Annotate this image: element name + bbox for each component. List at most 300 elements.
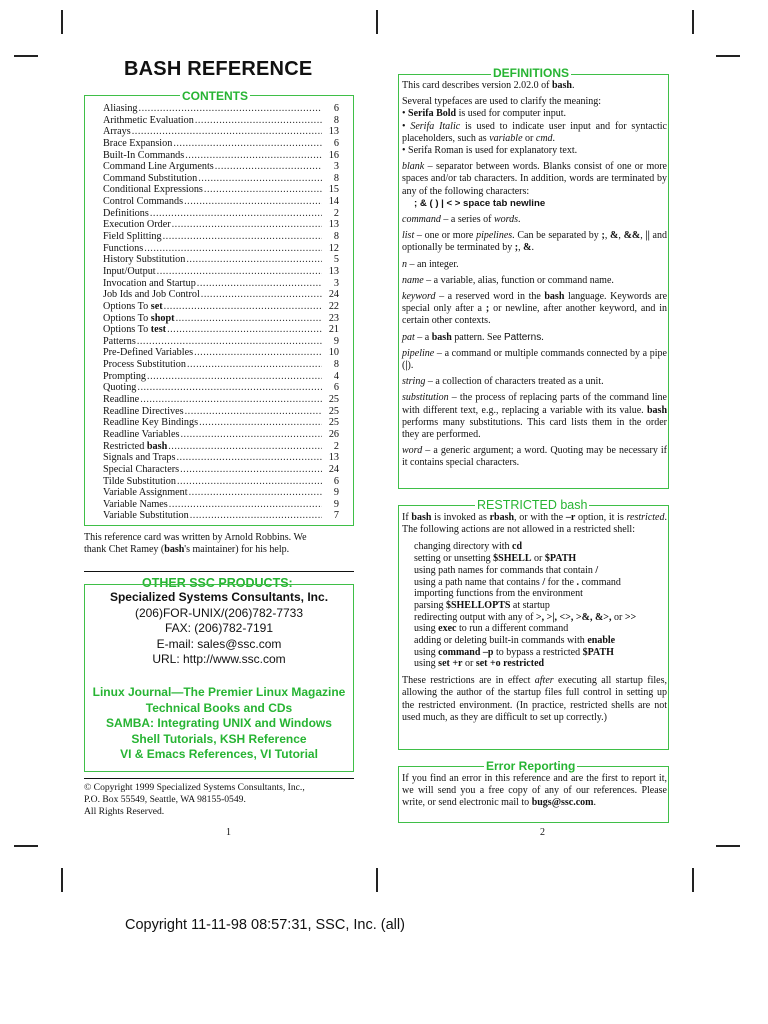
contents-leader-dots (164, 301, 322, 313)
contents-item-page: 9 (333, 487, 339, 499)
ssc-product-item: VI & Emacs References, VI Tutorial (120, 747, 318, 762)
contents-leader-dots (140, 394, 322, 406)
contents-item (103, 324, 339, 336)
contents-item-page: 6 (333, 475, 339, 487)
contents-item-label (103, 161, 214, 173)
contents-leader-dots (168, 441, 322, 453)
restricted-after-italic: after (534, 675, 554, 687)
typeface-bold: Serifa Bold (408, 108, 457, 120)
restricted-item-text: redirecting output with any of (414, 611, 536, 623)
error-text (402, 773, 667, 810)
contents-item (103, 417, 339, 429)
term-name: name (402, 274, 424, 286)
contents-item-page: 14 (328, 196, 339, 208)
version-bash: bash (551, 80, 572, 91)
restricted-item-code: . (576, 576, 579, 588)
contents-item-page: 8 (333, 231, 339, 243)
contents-leader-dots (180, 464, 322, 476)
restricted-item-text: using (414, 623, 439, 635)
contents-item-text: Arrays (103, 126, 131, 138)
restricted-intro: option, it is (575, 512, 627, 523)
restricted-item-text: using a path name that contains (414, 576, 543, 588)
crop-mark-bottom-center-vertical (376, 868, 378, 892)
contents-item-text: Readline Variables (103, 428, 180, 440)
contents-item-text: History Substitution (103, 254, 186, 266)
contents-item-page: 6 (333, 103, 339, 114)
contents-leader-dots (185, 150, 322, 162)
contents-item (103, 510, 339, 522)
restricted-bash: bash (411, 512, 432, 523)
contents-item-label (103, 219, 171, 231)
contents-item (103, 429, 339, 441)
contents-item-page: 2 (333, 440, 339, 452)
contents-item-text: Options To (103, 324, 151, 336)
contents-item-label (103, 231, 162, 243)
restricted-item-text: or (531, 553, 545, 565)
restricted-item (414, 600, 667, 612)
typeface-variable: variable (489, 132, 523, 144)
contents-item-text: Prompting (103, 370, 147, 382)
contents-leader-dots (137, 382, 322, 394)
contents-item (103, 452, 339, 464)
contents-item (103, 138, 339, 150)
restricted-item-code: $SHELLOPTS (445, 599, 511, 611)
contents-item-text: Brace Expansion (103, 137, 173, 149)
contents-item-label (103, 382, 136, 394)
contents-item-text: Job Ids and Job Control (103, 289, 200, 301)
contents-item-label (103, 313, 175, 325)
error-body: If you find an error in this reference and are the first to report it, we will send you a free copy of any of our references. Please write, or send electronic mail to (402, 773, 667, 809)
crop-mark-bottom-right-vertical (692, 868, 694, 892)
restricted-text (402, 512, 667, 724)
contents-leader-dots (215, 161, 322, 173)
restricted-item-text: using (414, 646, 439, 658)
typeface-cmd: cmd (535, 132, 553, 144)
contents-item-label (103, 196, 183, 208)
ssc-top-rule (84, 571, 354, 572)
contents-item (103, 313, 339, 325)
restricted-item-code: $PATH (544, 553, 577, 565)
contents-leader-dots (186, 254, 322, 266)
restricted-item-text: using path names for commands that contain (414, 564, 596, 576)
restricted-item-code: $SHELL (493, 553, 532, 565)
def-pipeline: – a command or multiple commands connected by a pipe ( (402, 347, 667, 372)
contents-leader-dots (199, 417, 322, 429)
def-pipeline-end: ). (407, 360, 414, 372)
contents-item-page: 10 (328, 347, 339, 359)
contents-leader-dots (204, 184, 322, 196)
copyright-line-2: P.O. Box 55549, Seattle, WA 98155-0549. (84, 793, 246, 805)
contents-item-label (103, 243, 143, 255)
list-sep: ; (601, 230, 605, 242)
term-keyword: keyword (402, 291, 436, 303)
contents-leader-dots (167, 324, 322, 336)
credit-text (84, 532, 356, 556)
def-n: – an integer. (407, 258, 459, 270)
contents-item-text: Readline (103, 394, 140, 406)
version-end: . (571, 80, 575, 91)
restricted-item-code: / (542, 576, 546, 588)
restricted-item-text: or (462, 658, 476, 670)
restricted-item (414, 588, 667, 600)
contents-item (103, 219, 339, 231)
error-email[interactable]: bugs@ssc.com (531, 797, 594, 809)
contents-item-page: 21 (328, 324, 339, 336)
contents-leader-dots (176, 313, 322, 325)
restricted-item-code: >> (624, 611, 637, 623)
def-keyword-1: – a reserved word in the (435, 291, 545, 303)
def-keyword-semicolon: ; (485, 303, 490, 315)
list-comma: , (640, 230, 646, 242)
contents-item-label (103, 464, 179, 476)
contents-heading: CONTENTS (182, 89, 248, 103)
contents-leader-dots (176, 452, 322, 464)
contents-item-text: Variable Names (103, 498, 168, 510)
contents-item-text: Built-In Commands (103, 149, 185, 161)
contents-item-label (103, 394, 139, 406)
contents-item (103, 126, 339, 138)
contents-leader-dots (163, 231, 322, 243)
contents-item (103, 208, 339, 220)
ssc-url[interactable]: URL: http://www.ssc.com (152, 652, 286, 667)
contents-item-label (103, 115, 194, 127)
contents-item-text: Readline Key Bindings (103, 417, 199, 429)
contents-item-label (103, 126, 131, 138)
crop-mark-top-left-horizontal (14, 55, 38, 57)
ssc-product-item: SAMBA: Integrating UNIX and Windows (106, 716, 332, 731)
contents-leader-dots (137, 336, 322, 348)
contents-item-label (103, 441, 167, 453)
def-pat-patterns: Patterns (503, 331, 542, 343)
contents-item-page: 24 (328, 463, 339, 475)
contents-item-label (103, 301, 163, 313)
term-list: list (402, 230, 415, 242)
contents-item-page: 8 (333, 172, 339, 184)
error-end: . (593, 797, 596, 809)
restricted-item (414, 577, 667, 589)
contents-item (103, 278, 339, 290)
contents-item-label (103, 150, 184, 162)
restricted-item-code: exec (438, 623, 457, 635)
contents-item-text: Signals and Traps (103, 452, 176, 464)
restricted-item-text: to run a different command (456, 623, 569, 635)
contents-item-label (103, 254, 185, 266)
contents-item-label (103, 336, 136, 348)
def-pat-bash: bash (431, 331, 452, 343)
error-heading: Error Reporting (486, 759, 576, 773)
contents-item-label (103, 452, 175, 464)
contents-item-page: 15 (328, 184, 339, 196)
contents-item-page: 8 (333, 359, 339, 371)
contents-item-text: Special Characters (103, 463, 180, 475)
restricted-item (414, 565, 667, 577)
contents-leader-dots (187, 359, 322, 371)
def-substitution-bash: bash (646, 404, 667, 416)
list-sep: & (523, 242, 532, 254)
restricted-item-text: importing functions from the environment (414, 588, 583, 600)
ssc-company: Specialized Systems Consultants, Inc. (109, 590, 329, 604)
contents-item (103, 184, 339, 196)
footer-copyright: Copyright 11-11-98 08:57:31, SSC, Inc. (all) (125, 917, 405, 933)
contents-item (103, 150, 339, 162)
contents-item-label (103, 324, 166, 336)
page-title: BASH REFERENCE (124, 58, 313, 80)
contents-item-label (103, 289, 200, 301)
typeface-roman: Serifa Roman is used for explanatory text. (408, 145, 578, 157)
restricted-intro: . The following actions are not allowed in a restricted shell: (402, 512, 667, 536)
contents-item-text: Definitions (103, 207, 149, 219)
list-sep: || (645, 230, 650, 242)
restricted-item-code: >, >|, <>, >&, &>, (535, 611, 612, 623)
typeface-bold-desc: is used for computer input. (456, 108, 567, 120)
restricted-item (414, 612, 667, 624)
restricted-item-text: setting or unsetting (414, 553, 494, 565)
def-pat-end: . (541, 331, 544, 343)
version-text: This card describes version 2.02.0 of (402, 80, 552, 91)
restricted-italic: restricted (626, 512, 665, 523)
contents-leader-dots (173, 138, 322, 150)
contents-item (103, 301, 339, 313)
contents-item-label (103, 476, 176, 488)
crop-mark-top-left-vertical (61, 10, 63, 34)
credit-bash: bash (164, 544, 185, 556)
page-number-right: 2 (540, 827, 545, 838)
restricted-item-text: for the (545, 576, 577, 588)
restricted-intro: is invoked as (431, 512, 490, 523)
contents-item-bold: shopt (150, 312, 175, 324)
restricted-item-code: enable (587, 635, 616, 647)
contents-item (103, 115, 339, 127)
copyright-line-1: © Copyright 1999 Specialized Systems Consultants, Inc., (84, 782, 305, 793)
contents-leader-dots (197, 278, 322, 290)
contents-leader-dots (185, 406, 322, 418)
restricted-intro: If (402, 512, 412, 523)
contents-item-label (103, 487, 188, 499)
contents-item-page: 16 (328, 149, 339, 161)
contents-item-page: 13 (328, 126, 339, 138)
contents-item (103, 394, 339, 406)
contents-item-page: 3 (333, 161, 339, 173)
contents-item-page: 23 (328, 312, 339, 324)
contents-item-page: 13 (328, 219, 339, 231)
restricted-item (414, 658, 667, 670)
contents-item-page: 13 (328, 265, 339, 277)
term-command: command (402, 214, 441, 226)
contents-leader-dots (190, 510, 322, 522)
contents-item-page: 25 (328, 417, 339, 429)
contents-item-text: Invocation and Startup (103, 277, 196, 289)
list-sep: & (610, 230, 619, 242)
def-keyword-2: language. Keywords are special only after a (402, 291, 668, 315)
contents-item-page: 6 (333, 137, 339, 149)
contents-item-label (103, 278, 196, 290)
contents-item-bold: test (150, 324, 167, 336)
contents-item-label (103, 173, 197, 185)
typeface-italic: Serifa Italic (410, 120, 461, 132)
contents-item (103, 231, 339, 243)
def-command: – a series of (440, 214, 494, 226)
contents-item-text: Control Commands (103, 196, 184, 208)
credit-line-1: This reference card was written by Arnold Robbins. We (84, 532, 307, 543)
restricted-item-text: parsing (414, 599, 446, 611)
contents-item-page: 3 (333, 277, 339, 289)
contents-item-label (103, 406, 184, 418)
copyright-rule (84, 778, 354, 779)
restricted-r-option: –r (565, 512, 576, 523)
contents-item-page: 9 (333, 498, 339, 510)
def-substitution-2: performs many substitutions. This card lists them in the order they are performed. (402, 416, 667, 441)
contents-item-text: Pre-Defined Variables (103, 347, 194, 359)
contents-item-label (103, 429, 179, 441)
contents-leader-dots (201, 289, 322, 301)
contents-item-text: Variable Assignment (103, 487, 188, 499)
contents-item-text: Command Line Arguments (103, 161, 214, 173)
restricted-item (414, 623, 667, 635)
contents-item (103, 196, 339, 208)
ssc-heading: OTHER SSC PRODUCTS: (142, 576, 293, 590)
def-pat-2: pattern. See (451, 331, 504, 343)
contents-item-text: Tilde Substitution (103, 475, 176, 487)
contents-item-text: Patterns (103, 335, 136, 347)
contents-item (103, 161, 339, 173)
restricted-intro: , or with the (514, 512, 566, 523)
contents-item-page: 4 (333, 370, 339, 382)
contents-item-label (103, 347, 193, 359)
contents-item-page: 25 (328, 405, 339, 417)
contents-item-text: Quoting (103, 382, 137, 394)
ssc-email[interactable]: E-mail: sales@ssc.com (156, 636, 282, 651)
contents-item-page: 2 (333, 207, 339, 219)
crop-mark-top-center-vertical (376, 10, 378, 34)
contents-list (103, 103, 339, 522)
contents-item (103, 499, 339, 511)
def-keyword-bash: bash (544, 291, 565, 303)
contents-item-text: Input/Output (103, 265, 156, 277)
restricted-item-code: cd (512, 541, 523, 553)
contents-item (103, 289, 339, 301)
blank-chars: ; & ( ) | < > space tab newline (414, 197, 546, 209)
term-pipeline: pipeline (402, 347, 435, 359)
restricted-rbash: rbash (489, 512, 515, 523)
copyright-line-3: All Rights Reserved. (84, 805, 165, 817)
contents-item-page: 5 (333, 254, 339, 266)
contents-item-label (103, 103, 138, 115)
contents-item-text: Conditional Expressions (103, 184, 203, 196)
restricted-item-code: set +r (438, 658, 463, 670)
contents-item-page: 26 (328, 428, 339, 440)
def-substitution-1: – the process of replacing parts of the command line with different text, e.g., replacing a variable with its value. (402, 392, 667, 416)
restricted-item-code: command –p (438, 646, 494, 658)
restricted-item-code: $PATH (582, 646, 614, 658)
typefaces-intro: Several typefaces are used to clarify the meaning: (402, 96, 602, 108)
credit-line-2-a: thank Chet Ramey ( (84, 544, 165, 556)
restricted-after: executing all startup files, allowing the author of the startup files full control in setting up the restricted environment. (In practice, restricted shells are not used much, as they are difficult to set up correctly.) (402, 675, 667, 723)
restricted-item-code: set +o restricted (475, 658, 545, 670)
contents-item-text: Arithmetic Evaluation (103, 114, 194, 126)
def-pipeline-pipe: | (405, 360, 408, 372)
contents-item-text: Command Substitution (103, 172, 198, 184)
contents-item-page: 7 (333, 510, 339, 522)
list-comma: , (618, 230, 621, 242)
contents-leader-dots (189, 487, 322, 499)
contents-item-label (103, 359, 186, 371)
contents-leader-dots (180, 429, 322, 441)
restricted-item-text: adding or deleting built-in commands with (414, 635, 588, 647)
contents-leader-dots (147, 371, 322, 383)
contents-item-text: Restricted (103, 440, 147, 452)
restricted-item-text: using (414, 658, 439, 670)
contents-item (103, 254, 339, 266)
list-sep: && (623, 230, 641, 242)
contents-item-text: Field Splitting (103, 231, 162, 243)
term-pat: pat (402, 331, 415, 343)
credit-line-2-c: 's maintainer) for his help. (184, 544, 290, 556)
contents-item (103, 464, 339, 476)
ssc-phone: (206)FOR-UNIX/(206)782-7733 (134, 605, 304, 620)
contents-item-label (103, 138, 172, 150)
def-name: – a variable, alias, function or command name. (423, 274, 614, 286)
def-list-3: and optionally be terminated by (402, 230, 667, 254)
contents-item-label (103, 184, 203, 196)
contents-item-label (103, 266, 156, 278)
contents-item-text: Functions (103, 242, 144, 254)
contents-leader-dots (184, 196, 322, 208)
contents-leader-dots (157, 266, 322, 278)
restricted-item (414, 553, 667, 565)
contents-leader-dots (132, 126, 322, 138)
ssc-fax: FAX: (206)782-7191 (164, 621, 274, 636)
term-n: n (402, 258, 407, 270)
contents-item (103, 441, 339, 453)
restricted-list (402, 541, 667, 670)
restricted-item-text: changing directory with (414, 541, 513, 553)
def-list-pipelines: pipelines (476, 230, 513, 242)
contents-leader-dots (195, 115, 322, 127)
term-word: word (402, 445, 423, 457)
definitions-text: This card describes version 2.02.0 of bash. Several typefaces are used to clarify the meaning: • Serifa Bold is used for computer input. • Serifa Italic is used to indicate user input and for syntactic placeholders, such as variable or cmd. • Serifa Roman is used for explanatory text. blank – separator between words. Blanks consist of one or more spaces and/or tab characters. In addition, words are terminated by any of the following characters: ; & ( ) | < > space tab newline command – a series of words. list – one or more pipelines. Can be separated by ;, &, &&, || and optionally be terminated by ;, &. n – an integer. name – a variable, alias, function or command name. keyword – a reserved word in the bash language. Keywords are special only after a ; or newline, after another keyword, and in certain other contexts. pat – a bash pattern. See Patterns. pipeline – a command or multiple commands connected by a pipe (|). string – a collection of characters treated as a unit. substitution – the process of replacing parts of the command line with different text, e.g., replacing a variable with its value. bash performs many substitutions. This card lists them in the order they are performed. word – a generic argument; a word. Quoting may be necessary if it contains special characters. (402, 80, 668, 469)
def-command-end: . (518, 214, 521, 226)
restricted-item-code: / (595, 564, 599, 576)
typeface-or: or (522, 132, 536, 144)
contents-item (103, 371, 339, 383)
contents-item-bold: set (150, 300, 163, 312)
ssc-product-item: Linux Journal—The Premier Linux Magazine (92, 685, 346, 699)
def-keyword-3: or newline, after another keyword, and in certain other contexts. (402, 303, 668, 327)
restricted-item-text: at startup (510, 599, 550, 611)
contents-leader-dots (177, 476, 322, 488)
restricted-heading: RESTRICTED bash (477, 498, 588, 512)
contents-item (103, 103, 339, 115)
crop-mark-bottom-left-horizontal (14, 845, 38, 847)
contents-item-page: 25 (328, 394, 339, 406)
contents-item-label (103, 417, 198, 429)
contents-item (103, 406, 339, 418)
contents-item (103, 243, 339, 255)
contents-item-text: Options To (103, 312, 151, 324)
contents-item (103, 266, 339, 278)
def-command-words: words (493, 214, 519, 226)
contents-item-text: Variable Substitution (103, 510, 189, 522)
contents-item-bold: bash (146, 440, 168, 452)
def-word: – a generic argument; a word. Quoting may be necessary if it contains special characters. (402, 445, 667, 469)
contents-item-page: 24 (328, 289, 339, 301)
contents-item (103, 382, 339, 394)
restricted-item (414, 635, 667, 647)
contents-item-text: Readline Directives (103, 405, 184, 417)
restricted-after: These restrictions are in effect (402, 675, 535, 687)
page-number-left: 1 (226, 827, 231, 838)
def-list-2: . Can be separated by (512, 230, 602, 242)
